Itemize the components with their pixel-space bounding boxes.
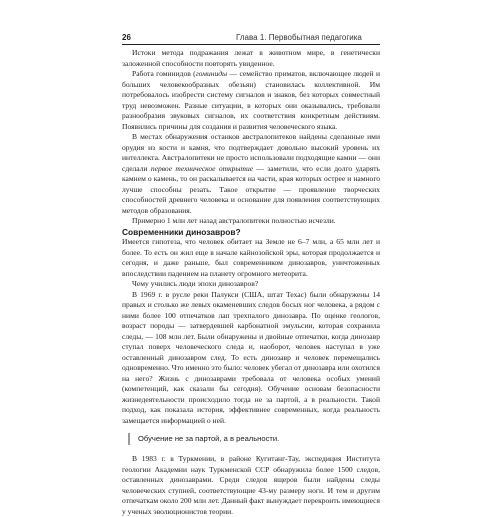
paragraph: Имеется гипотеза, что человек обитает на Земле не 6–7 млн, а 65 млн лет и более. То есть он жил еще в начале кайнозойской эры, которая продолжается и сегодня, и даже раньше, был современником динозавров, уничтоженных впоследствии падением на планету огромного метеорита.	[122, 237, 380, 278]
paragraph: Примерно 1 млн лет назад австралопитеки полностью исчезли.	[132, 216, 336, 225]
paragraph: В местах обнаружения останков австралопитеков найдены сделанные ими орудия из кости и камня, что подтверждает довольно высокий уровень их интеллекта. Австралопитеки не просто использовали подходящие камни — они сделали первое техническое открытие — заметили, что если долго ударять камнем о камень, то он раскалывается на части, края которых острее и намного лучше способны резать. Такое открытие — проявление творческих способностей древнего человека и основание для появления соответствующих методов образования.	[122, 132, 380, 215]
paragraph: Работа гоминидов (гоминиды — семейство приматов, включающее людей и больших человекообразных обезьян) становилась коллективной. Им потребовалось изобрести систему сигналов и знаков, без которых совместный труд невозможен. Разные ситуации, в которых они оказывались, требовали разнообразия звуковых сигналов, их соответствия конкретным действиям. Появились причины для создания и развития человеческого языка.	[122, 69, 380, 131]
paragraph: Чему учились люди эпохи динозавров?	[132, 279, 259, 288]
pull-quote	[128, 434, 380, 444]
page-number: 26	[122, 33, 131, 42]
running-header	[122, 32, 380, 46]
quote-bar	[128, 433, 130, 445]
header-rule	[122, 44, 380, 45]
quote-text: Обучение не за партой, а в реальности.	[138, 434, 280, 443]
paragraph: В 1983 г. в Туркмении, в районе Кугитанг-Тау, экспедиция Института геологии Академии наук Туркменской ССР обнаружила более 1500 следов, оставленных динозаврами. Среди следов ящеров были найдены следы человеческих ступней, соответствующие 43-му размеру ноги. И тем и другим отпечаткам около 200 млн лет. Данный факт вынуждает перекроить имеющиеся у ученых эволюционистов теории.	[122, 454, 380, 516]
page-body	[122, 48, 380, 517]
paragraph: В 1969 г. в русле реки Палукси (США, штат Техас) были обнаружены 14 правых и столько же левых окаменевших следов босых ног человека, а рядом с ними более 100 отпечатков лап трехпалого динозавра. По оценке геологов, возраст породы — затвердевшей карбонатной эмульсии, которая сохранила следы, — 108 млн лет. Были обнаружены и двойные отпечатки, когда динозавр ступал поверх человеческого следа и, наоборот, человек наступал в уже оставленный динозавром след. То есть динозавр и человек перемещались одновременно. Что именно это было: человек убегал от динозавра или охотился на него? Жизнь с динозаврами требовала от человека особых умений (компетенций, как сказали бы сегодня). Обучение основам безопасности жизнедеятельности происходило тогда не за партой, а в реальности. Такой подход, как показала история, эффективнее современных, когда реальность замещается информацией о ней.	[122, 289, 380, 425]
chapter-title: Глава 1. Первобытная педагогика	[236, 33, 362, 42]
section-heading: Современники динозавров?	[122, 226, 241, 237]
paragraph: Истоки метода подражания лежат в животном мире, в генетически заложенной способности повторять увиденное.	[122, 48, 380, 68]
